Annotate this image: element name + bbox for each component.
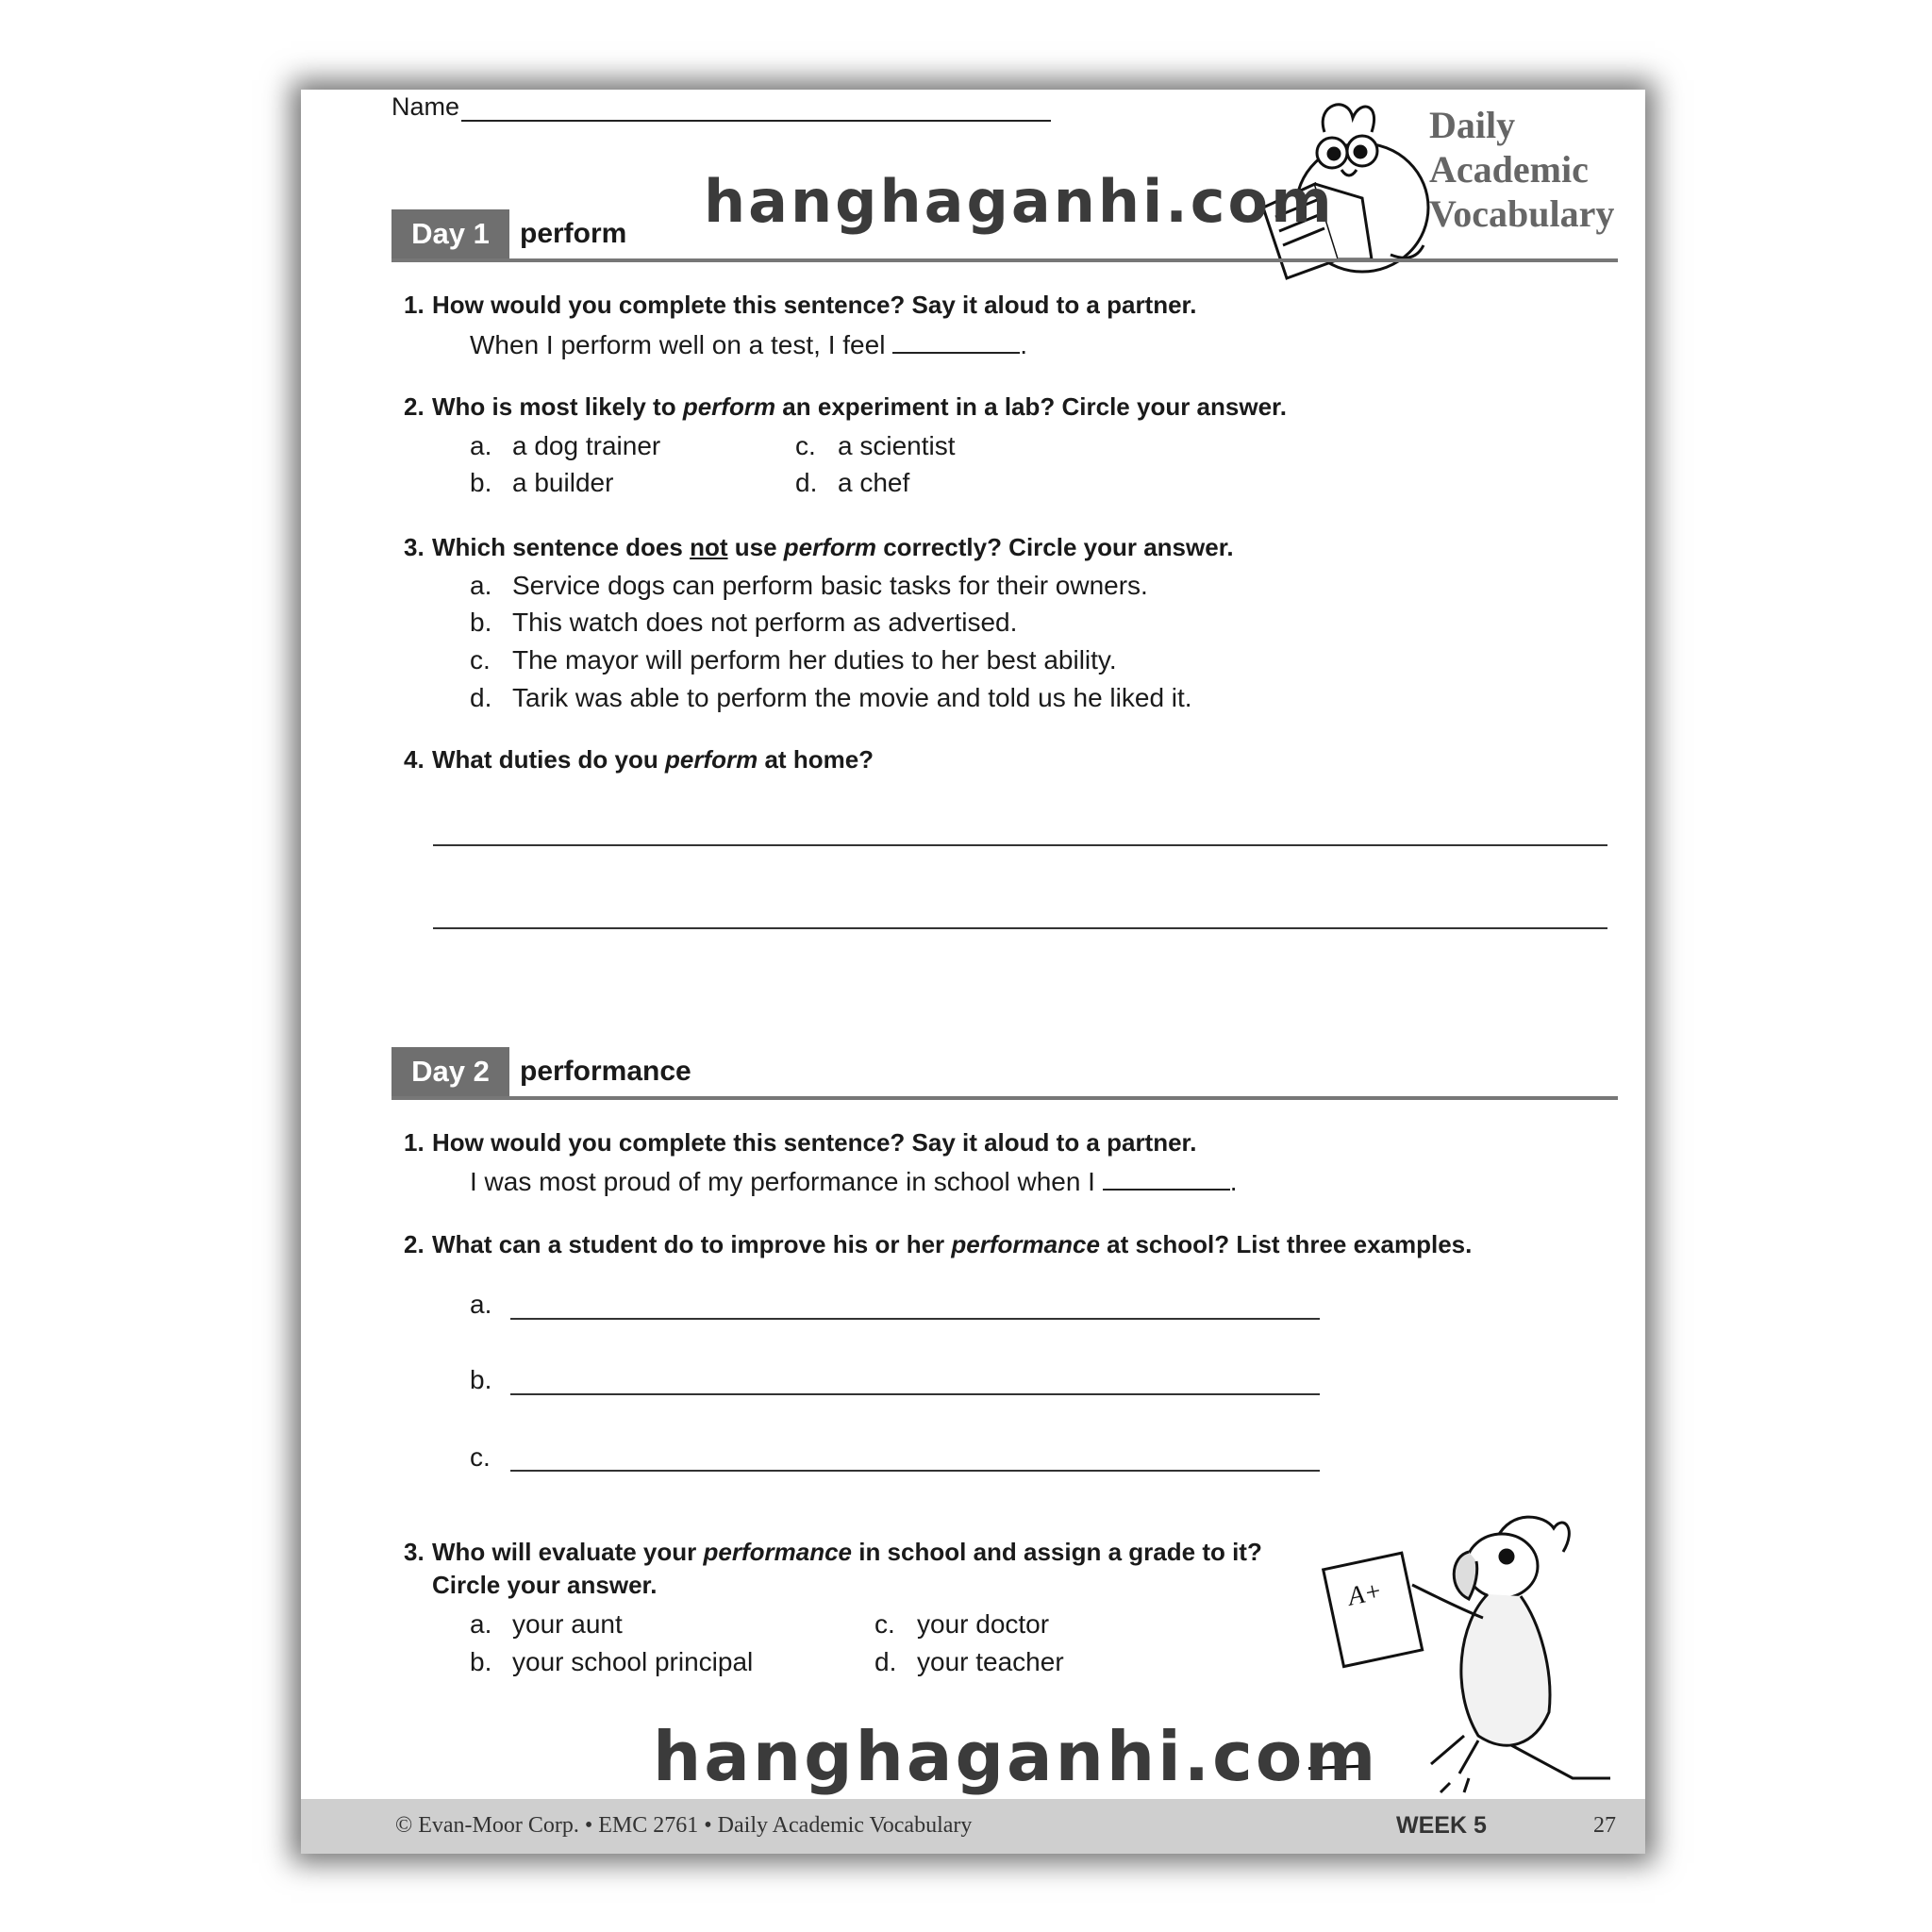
day1-q2-option-b[interactable] xyxy=(470,468,613,498)
name-blank xyxy=(461,97,1051,122)
day1-q2-option-d[interactable] xyxy=(795,468,909,498)
question-number: 2. xyxy=(404,1230,425,1258)
example-line-a[interactable] xyxy=(510,1318,1320,1320)
day1-q3-option-c[interactable] xyxy=(470,645,1117,675)
option-text: This watch does not perform as advertised. xyxy=(512,608,1018,637)
question-number: 1. xyxy=(404,291,425,319)
fill-blank xyxy=(892,331,1020,354)
option-letter: a. xyxy=(470,431,492,460)
question-text: How would you complete this sentence? Say it aloud to a partner. xyxy=(432,1128,1197,1157)
option-text: your aunt xyxy=(512,1609,623,1639)
question-text: Who is most likely to xyxy=(432,392,683,421)
question-keyword: perform xyxy=(682,392,776,421)
option-letter: a. xyxy=(470,1609,492,1639)
page-number: 27 xyxy=(1593,1813,1616,1838)
day1-question-3 xyxy=(404,530,1234,564)
grade-paper xyxy=(1324,1553,1423,1666)
day2-question-3-line2: Circle your answer. xyxy=(432,1571,658,1599)
question-number: 3. xyxy=(404,533,425,561)
question-text: What can a student do to improve his or her xyxy=(432,1230,952,1258)
option-text: your school principal xyxy=(512,1647,754,1676)
name-label: Name xyxy=(391,92,460,121)
question-text: an experiment in a lab? Circle your answer. xyxy=(775,392,1287,421)
fill-blank xyxy=(1103,1168,1230,1191)
question-number: 3. xyxy=(404,1538,425,1566)
day2-tag: Day 2 xyxy=(391,1047,509,1096)
day1-q2-option-a[interactable] xyxy=(470,431,660,461)
answer-line-1[interactable] xyxy=(433,844,1607,846)
watermark-bottom: hanghaganhi.com xyxy=(653,1717,1379,1796)
option-text: your teacher xyxy=(917,1647,1064,1676)
watermark-top: hanghaganhi.com xyxy=(704,167,1335,236)
option-letter: d. xyxy=(795,468,818,497)
sentence-end: . xyxy=(1229,1167,1238,1196)
day2-q3-option-c[interactable] xyxy=(874,1609,1049,1640)
answer-line-2[interactable] xyxy=(433,927,1607,929)
question-keyword: performance xyxy=(951,1230,1100,1258)
question-number: 4. xyxy=(404,745,425,774)
day2-word: performance xyxy=(520,1056,691,1087)
option-letter: c. xyxy=(795,431,816,460)
day1-q3-option-d[interactable] xyxy=(470,683,1192,713)
day1-q3-option-a[interactable] xyxy=(470,571,1148,601)
question-text: at home? xyxy=(758,745,874,774)
day1-q1-sentence xyxy=(470,330,1027,360)
day2-question-2 xyxy=(404,1227,1472,1261)
question-text: use xyxy=(727,533,784,561)
option-letter: b. xyxy=(470,468,492,497)
question-text: Who will evaluate your xyxy=(432,1538,704,1566)
question-number: 1. xyxy=(404,1128,425,1157)
option-text: The mayor will perform her duties to her best ability. xyxy=(512,645,1117,675)
option-text: a builder xyxy=(512,468,614,497)
option-letter: b. xyxy=(470,608,492,637)
question-keyword: perform xyxy=(665,745,758,774)
option-letter: c. xyxy=(470,645,491,675)
day1-question-1 xyxy=(404,288,1196,322)
option-letter: a. xyxy=(470,571,492,600)
day2-q3-option-a[interactable] xyxy=(470,1609,623,1640)
question-text: How would you complete this sentence? Say it aloud to a partner. xyxy=(432,291,1197,319)
question-text: at school? List three examples. xyxy=(1099,1230,1473,1258)
question-keyword: perform xyxy=(783,533,876,561)
brand-line-academic: Academic xyxy=(1429,148,1589,191)
day1-question-4 xyxy=(404,742,874,776)
question-text: correctly? Circle your answer. xyxy=(876,533,1234,561)
question-text: Which sentence does xyxy=(432,533,691,561)
sentence-end: . xyxy=(1020,330,1027,359)
option-letter: d. xyxy=(874,1647,897,1676)
day2-question-3 xyxy=(404,1535,1262,1569)
question-text: in school and assign a grade to it? xyxy=(852,1538,1262,1566)
option-text: a dog trainer xyxy=(512,431,661,460)
option-text: a chef xyxy=(838,468,910,497)
name-field xyxy=(391,92,1051,122)
page-footer xyxy=(301,1799,1645,1854)
day1-tag: Day 1 xyxy=(391,209,509,258)
sentence-text: When I perform well on a test, I feel xyxy=(470,330,886,359)
option-text: Service dogs can perform basic tasks for their owners. xyxy=(512,571,1148,600)
day2-q2-letter-b: b. xyxy=(470,1365,492,1394)
option-letter: d. xyxy=(470,683,492,712)
question-underlined: not xyxy=(690,533,728,561)
example-line-c[interactable] xyxy=(510,1470,1320,1472)
grade-text: A+ xyxy=(1345,1575,1385,1612)
day2-q2-letter-c: c. xyxy=(470,1442,491,1472)
option-letter: c. xyxy=(874,1609,895,1639)
brand-line-daily: Daily xyxy=(1429,104,1516,146)
question-keyword: performance xyxy=(703,1538,852,1566)
option-text: Tarik was able to perform the movie and told us he liked it. xyxy=(512,683,1192,712)
day2-q3-option-b[interactable] xyxy=(470,1647,753,1677)
day1-question-2 xyxy=(404,390,1287,424)
day2-header xyxy=(391,1047,1618,1100)
day1-q2-option-c[interactable] xyxy=(795,431,956,461)
day1-q3-option-b[interactable] xyxy=(470,608,1017,638)
option-letter: b. xyxy=(470,1647,492,1676)
brand-line-vocabulary: Vocabulary xyxy=(1429,192,1615,235)
sentence-text: I was most proud of my performance in school when I xyxy=(470,1167,1095,1196)
day2-question-1 xyxy=(404,1125,1196,1159)
day2-q3-option-d[interactable] xyxy=(874,1647,1064,1677)
day2-q2-letter-a: a. xyxy=(470,1290,492,1319)
worksheet-page xyxy=(301,90,1645,1854)
day1-word: perform xyxy=(520,218,627,249)
option-text: a scientist xyxy=(838,431,956,460)
question-text: What duties do you xyxy=(432,745,665,774)
copyright-text: © Evan-Moor Corp. • EMC 2761 • Daily Academic Vocabulary xyxy=(395,1813,973,1838)
question-number: 2. xyxy=(404,392,425,421)
example-line-b[interactable] xyxy=(510,1393,1320,1395)
day2-q1-sentence xyxy=(470,1167,1238,1197)
option-text: your doctor xyxy=(917,1609,1050,1639)
week-label: WEEK 5 xyxy=(1396,1812,1487,1839)
